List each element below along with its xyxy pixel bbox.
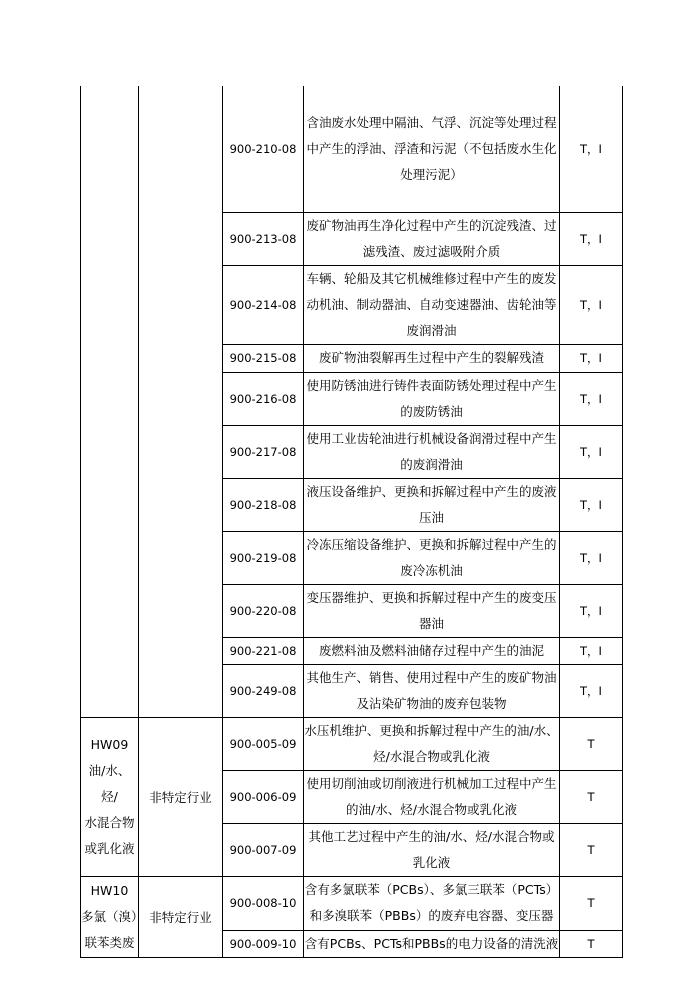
- waste-category: [81, 876, 144, 957]
- hazard-characteristic: T，I: [560, 664, 623, 717]
- hazard-characteristic: T，I: [560, 531, 623, 584]
- waste-code: 900-215-08: [223, 344, 304, 372]
- waste-description: 使用防锈油进行铸件表面防锈处理过程中产生的废防锈油: [304, 372, 560, 425]
- waste-description: 水压机维护、更换和拆解过程中产生的油/水、烃/水混合物或乳化液: [304, 717, 560, 770]
- hazard-characteristic: T，I: [560, 344, 623, 372]
- waste-description: 使用切削油或切削液进行机械加工过程中产生的油/水、烃/水混合物或乳化液: [304, 770, 560, 823]
- hazard-characteristic: T: [560, 876, 623, 930]
- waste-code: 900-221-08: [223, 637, 304, 664]
- waste-code: 900-249-08: [223, 664, 304, 717]
- waste-description: 含油废水处理中隔油、气浮、沉淀等处理过程中产生的浮油、浮渣和污泥（不包括废水生化处理污泥）: [304, 86, 560, 212]
- hazard-characteristic: T: [560, 823, 623, 876]
- industry-source: 非特定行业: [139, 717, 223, 876]
- hazard-characteristic: T，I: [560, 86, 623, 212]
- waste-description: 废燃料油及燃料油储存过程中产生的油泥: [304, 637, 560, 664]
- hazard-characteristic: T，I: [560, 265, 623, 344]
- category-name-line: 水混合物: [84, 814, 135, 830]
- waste-description: 变压器维护、更换和拆解过程中产生的废变压器油: [304, 584, 560, 637]
- category-code: HW10: [90, 882, 129, 898]
- table-row: [81, 717, 623, 770]
- hazard-characteristic: T: [560, 770, 623, 823]
- table-row: [81, 86, 623, 212]
- waste-category: [81, 717, 139, 876]
- hazardous-waste-table: [80, 86, 623, 958]
- waste-code: 900-006-09: [223, 770, 304, 823]
- waste-description: 其他生产、销售、使用过程中产生的废矿物油及沾染矿物油的废弃包装物: [304, 664, 560, 717]
- table-row: [81, 876, 623, 930]
- waste-description: 液压设备维护、更换和拆解过程中产生的废液压油: [304, 478, 560, 531]
- waste-code: 900-009-10: [223, 930, 304, 957]
- category-name-line: 联苯类废: [84, 934, 135, 950]
- category-name-line: 多氯（溴）: [81, 908, 144, 924]
- waste-description: 使用工业齿轮油进行机械设备润滑过程中产生的废润滑油: [304, 425, 560, 478]
- waste-description: 废矿物油再生净化过程中产生的沉淀残渣、过滤残渣、废过滤吸附介质: [304, 212, 560, 265]
- industry-cell: [139, 86, 223, 717]
- waste-code: 900-214-08: [223, 265, 304, 344]
- hazard-characteristic: T，I: [560, 637, 623, 664]
- waste-code: 900-216-08: [223, 372, 304, 425]
- industry-source: 非特定行业: [139, 876, 223, 957]
- hazard-characteristic: T: [560, 717, 623, 770]
- waste-description: 含有多氯联苯（PCBs）、多氯三联苯（PCTs）和多溴联苯（PBBs）的废弃电容器、变压器: [304, 876, 560, 930]
- hazard-characteristic: T，I: [560, 478, 623, 531]
- hazard-characteristic: T，I: [560, 372, 623, 425]
- waste-code: 900-213-08: [223, 212, 304, 265]
- waste-description: 冷冻压缩设备维护、更换和拆解过程中产生的废冷冻机油: [304, 531, 560, 584]
- hazard-characteristic: T，I: [560, 584, 623, 637]
- waste-code: 900-210-08: [223, 86, 304, 212]
- waste-description: 其他工艺过程中产生的油/水、烃/水混合物或乳化液: [304, 823, 560, 876]
- category-code: HW09: [90, 736, 129, 752]
- waste-code: 900-219-08: [223, 531, 304, 584]
- waste-code: 900-218-08: [223, 478, 304, 531]
- hazard-characteristic: T，I: [560, 425, 623, 478]
- waste-code: 900-220-08: [223, 584, 304, 637]
- waste-description: 车辆、轮船及其它机械维修过程中产生的废发动机油、制动器油、自动变速器油、齿轮油等废润滑油: [304, 265, 560, 344]
- waste-code: 900-008-10: [223, 876, 304, 930]
- waste-code: 900-007-09: [223, 823, 304, 876]
- category-name-line: 油/水、烃/: [88, 762, 131, 804]
- waste-description: 含有PCBs、PCTs和PBBs的电力设备的清洗液: [304, 930, 560, 957]
- waste-code: 900-005-09: [223, 717, 304, 770]
- category-name-line: 或乳化液: [84, 840, 135, 856]
- waste-description: 废矿物油裂解再生过程中产生的裂解残渣: [304, 344, 560, 372]
- hazard-characteristic: T，I: [560, 212, 623, 265]
- waste-code: 900-217-08: [223, 425, 304, 478]
- category-cell: [81, 86, 139, 717]
- hazard-characteristic: T: [560, 930, 623, 957]
